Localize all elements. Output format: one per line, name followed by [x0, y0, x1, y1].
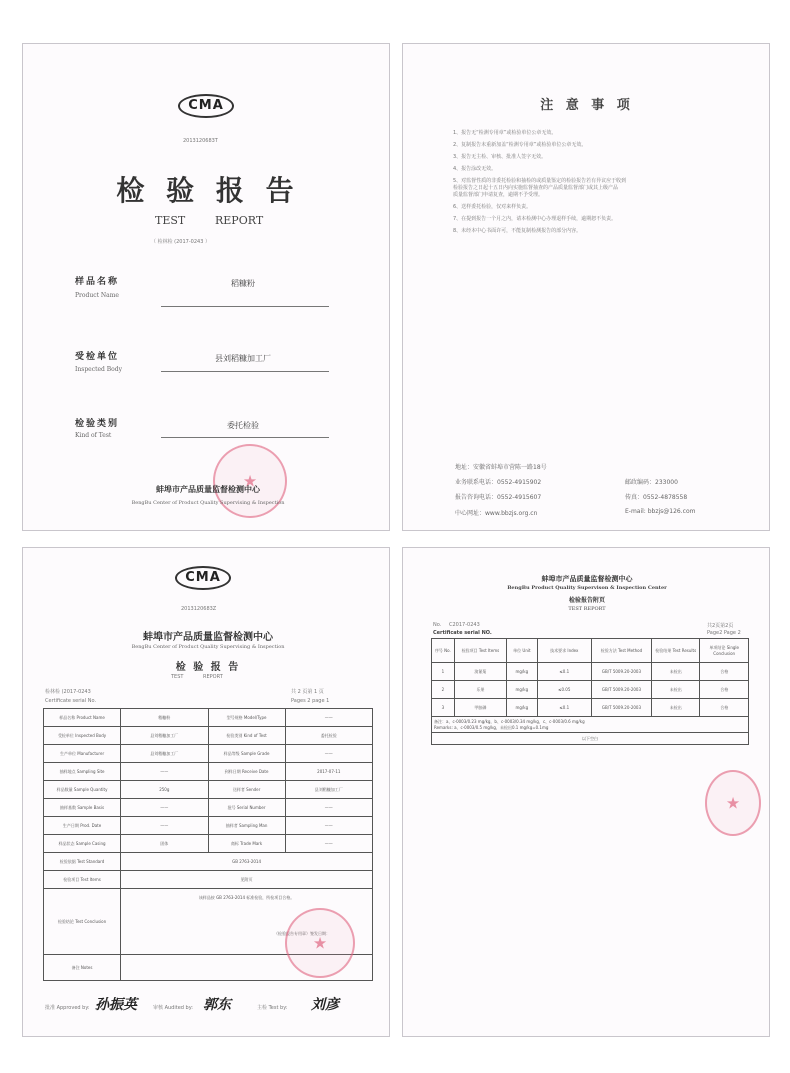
table-cell: —— [285, 817, 372, 835]
column-header: 技术要求 Index [537, 639, 591, 663]
table-cell: 未检出 [652, 663, 700, 681]
contact-address: 地址：安徽省蚌埠市营陈一路18号 [455, 464, 547, 471]
table-cell: 受检单位 Inspected Body [44, 727, 121, 745]
table-cell: 抽样地点 Sampling Site [44, 763, 121, 781]
report-appendix-page [402, 547, 770, 1037]
field-label-cn: 检验类别 [75, 419, 120, 429]
contact-fax: 传真：0552-4878558 [625, 494, 688, 501]
table-row [432, 733, 749, 745]
table-cell: ≤0.05 [537, 681, 591, 699]
table-cell: 送样者 Sender [208, 781, 285, 799]
table-cell: 委托检验 [285, 727, 372, 745]
table-cell: 商标 Trade Mark [208, 835, 285, 853]
table-cell: 1 [432, 663, 455, 681]
column-header: 检验项目 Test Items [454, 639, 506, 663]
table-cell: 检验依据 Test Standard [44, 853, 121, 871]
report-number: 检林检 (2017-0243 [45, 689, 91, 695]
table-cell: 合格 [700, 699, 749, 717]
table-cell: —— [121, 799, 208, 817]
table-cell: mg/kg [506, 699, 537, 717]
table-row [44, 835, 373, 853]
table-cell: 2017-07-11 [285, 763, 372, 781]
table-cell: 未检出 [652, 681, 700, 699]
column-header: 检验方法 Test Method [591, 639, 651, 663]
table-cell: ≤0.1 [537, 663, 591, 681]
report-title-en-1: TEST [155, 214, 186, 227]
notice-title: 注 意 事 项 [540, 98, 634, 113]
inspected-body-value: 县刘稻糠加工厂 [215, 354, 271, 363]
table-row [44, 781, 373, 799]
table-row [44, 727, 373, 745]
cert-number: 2013120683T [183, 138, 218, 144]
org-name-en: BengBu Center of Product Quality Supervising & Inspection [131, 644, 285, 650]
table-row [432, 681, 749, 699]
table-row [44, 871, 373, 889]
contact-phone: 业务联系电话：0552-4915902 [455, 479, 542, 486]
cma-logo: CMA [175, 566, 231, 590]
remarks-text: 备注：a、c-0003/0.23 mg/kg，b、c-0003/0.34 mg/kg，c、c-0003/0.6 mg/kg [434, 718, 585, 724]
end-marker: 以下空白 [432, 733, 749, 745]
table-cell: 样品状态 Sample Casing [44, 835, 121, 853]
table-cell: GB/T 5009.20-2003 [591, 681, 651, 699]
org-name-en: BengBu Center of Product Quality Supervising & Inspection [131, 500, 285, 506]
field-underline [161, 437, 329, 438]
field-label-cn: 受检单位 [75, 352, 120, 362]
table-cell: 抽样者 Sampling Man [208, 817, 285, 835]
no-label: No. [433, 622, 442, 628]
notice-item: 7、在提到报告一个月之内，请本检测中心办理退样手续，逾期恕不负责。 [453, 216, 617, 222]
column-header: 单位 Unit [506, 639, 537, 663]
field-label-en: Inspected Body [75, 366, 123, 373]
table-row [44, 709, 373, 727]
table-cell: ≤0.1 [537, 699, 591, 717]
table-cell: 检验类别 Kind of Test [208, 727, 285, 745]
org-name-cn: 蚌埠市产品质量监督检测中心 [156, 485, 260, 494]
column-header: 单项结论 Single Conclusion [700, 639, 749, 663]
table-cell: GB 2763-2014 [121, 853, 373, 871]
tested-signature: 刘彦 [311, 997, 339, 1013]
approved-signature: 孙振英 [95, 997, 137, 1013]
table-cell: 批号 Serial Number [208, 799, 285, 817]
org-name-cn: 蚌埠市产品质量监督检测中心 [541, 575, 633, 583]
signoff-text: （检验报告专用章）签发日期： [274, 931, 330, 936]
notice-item: 质量监督部门申请复查，逾期不予受理。 [453, 192, 544, 198]
notice-item: 5、对监督性质的非委托检验和抽检的或质量鉴定的检验报告若有异议应于收到 [453, 178, 627, 184]
notice-item: 6、送样委托检验，仅对来样负责。 [453, 204, 532, 210]
table-row [432, 663, 749, 681]
table-cell: —— [121, 817, 208, 835]
table-cell: 2 [432, 681, 455, 699]
table-cell: 乐果 [454, 681, 506, 699]
table-cell: GB/T 5009.20-2003 [591, 699, 651, 717]
table-cell: 县刘稻糠加工厂 [285, 781, 372, 799]
appendix-title-en: TEST REPORT [568, 606, 606, 612]
notice-item: 2、复制报告未重新加盖“检测专用章”或检验单位公章无效。 [453, 142, 587, 148]
serial-label: Certificate serial No. [45, 698, 97, 704]
table-cell: 固体 [121, 835, 208, 853]
table-cell: 生产单位 Manufacturer [44, 745, 121, 763]
kind-of-test-value: 委托检验 [227, 421, 259, 430]
table-cell: 生产日期 Prod. Date [44, 817, 121, 835]
table-cell: 稻糠粉 [121, 709, 208, 727]
report-detail-page [22, 547, 390, 1037]
notice-item: 检验报告之日起十五日内向实施监督抽查的产品质量监督部门或其上级产品 [453, 185, 619, 191]
table-cell: 县刘稻糠加工厂 [121, 727, 208, 745]
table-cell: 县刘稻糠加工厂 [121, 745, 208, 763]
contact-email: E-mail: bbzjs@126.com [625, 508, 696, 515]
contact-complaint-phone: 报告咨询电话：0552-4915607 [455, 494, 542, 501]
cma-logo: CMA [178, 94, 234, 118]
table-cell: mg/kg [506, 681, 537, 699]
table-cell: 样品数量 Sample Quantity [44, 781, 121, 799]
table-cell: 型号规格 Model/Type [208, 709, 285, 727]
remarks-label: 备注 Notes [44, 955, 121, 981]
audited-signature: 郭东 [203, 997, 231, 1013]
table-cell: 见附页 [121, 871, 373, 889]
table-cell: 合格 [700, 663, 749, 681]
report-number: （ 检林检 (2017-0243 ） [151, 239, 210, 245]
org-name-cn: 蚌埠市产品质量监督检测中心 [143, 632, 273, 643]
table-cell: 250g [121, 781, 208, 799]
notice-item: 3、报告无主检、审核、批准人签字无效。 [453, 154, 547, 160]
no-value: C2017-0243 [449, 622, 480, 628]
red-seal-stamp: ★ [285, 908, 355, 978]
approved-label: 批准 Approved by: [45, 1005, 90, 1011]
table-cell: 合格 [700, 681, 749, 699]
table-row [432, 699, 749, 717]
table-cell: 抽样基数 Sample Basis [44, 799, 121, 817]
table-row [44, 745, 373, 763]
table-cell: —— [285, 745, 372, 763]
product-name-value: 稻糠粉 [231, 279, 255, 288]
table-cell: 到样日期 Receive Date [208, 763, 285, 781]
field-label-cn: 样品名称 [75, 277, 120, 287]
notice-item: 1、报告无“检测专用章”或检验单位公章无效。 [453, 130, 557, 136]
org-name-en: BengBu Product Quality Supervison & Inspection Center [507, 585, 667, 591]
table-cell: 3 [432, 699, 455, 717]
notice-item: 8、未经本中心书面许可，不能复制检测报告的部分内容。 [453, 228, 582, 234]
field-underline [161, 371, 329, 372]
field-underline [161, 306, 329, 307]
table-cell: GB/T 5009.20-2003 [591, 663, 651, 681]
cert-number: 2013120683Z [181, 606, 217, 612]
table-cell: 样品名称 Product Name [44, 709, 121, 727]
table-cell: 甲胺磷 [454, 699, 506, 717]
serial-label: Certificate serial NO. [433, 630, 492, 636]
table-row [44, 799, 373, 817]
table-cell: —— [285, 709, 372, 727]
report-title-en-2: REPORT [215, 214, 264, 227]
page-info: 共 2 页第 1 页 [291, 689, 324, 695]
field-label-en: Kind of Test [75, 432, 112, 439]
report-title-en-1: TEST [171, 674, 184, 680]
page-info: 共2页第2页 [707, 623, 734, 629]
notice-item: 4、报告涂改无效。 [453, 166, 497, 172]
field-label-en: Product Name [75, 292, 119, 299]
conclusion-text: 该样品按 GB 2763-2014 标准检验，所检项目合格。 [198, 895, 295, 900]
table-row [432, 717, 749, 733]
notice-list [453, 130, 753, 235]
contact-postcode: 邮政编码：233000 [625, 479, 678, 486]
appendix-title-cn: 检验报告附页 [568, 597, 605, 604]
remarks-text: Remarks: a、c-0003/0.5 mg/kg，未检出0.1 mg/kg=0.1mg [434, 724, 549, 730]
page-info-en: Pages 2 page 1 [291, 698, 330, 704]
test-results-table [431, 638, 749, 745]
table-cell: —— [285, 799, 372, 817]
table-header-row [432, 639, 749, 663]
table-cell: 溴氰菊 [454, 663, 506, 681]
red-seal-stamp: ★ [705, 770, 761, 836]
tested-label: 主检 Test by: [257, 1005, 288, 1011]
report-title-cn: 检 验 报 告 [116, 174, 300, 207]
table-row [44, 853, 373, 871]
page-info-en: Page2 Page 2 [707, 630, 741, 636]
audited-label: 审核 Audited by: [153, 1005, 193, 1011]
table-cell: —— [285, 835, 372, 853]
column-header: 序号 No. [432, 639, 455, 663]
table-cell: 未检出 [652, 699, 700, 717]
report-title-en-2: REPORT [203, 674, 223, 680]
remarks-cell [432, 717, 749, 733]
red-seal-stamp: ★ [213, 444, 287, 518]
contact-website: 中心网址：www.bbzjs.org.cn [455, 510, 538, 517]
column-header: 检验结果 Test Results [652, 639, 700, 663]
table-cell: 样品等级 Sample Grade [208, 745, 285, 763]
report-title-cn: 检 验 报 告 [175, 662, 241, 673]
table-cell: —— [121, 763, 208, 781]
notice-page [402, 43, 770, 531]
conclusion-label: 检验结论 Test Conclusion [44, 889, 121, 955]
table-row [44, 763, 373, 781]
table-row [44, 817, 373, 835]
table-cell: 检验项目 Test Items [44, 871, 121, 889]
report-cover-page [22, 43, 390, 531]
table-cell: mg/kg [506, 663, 537, 681]
